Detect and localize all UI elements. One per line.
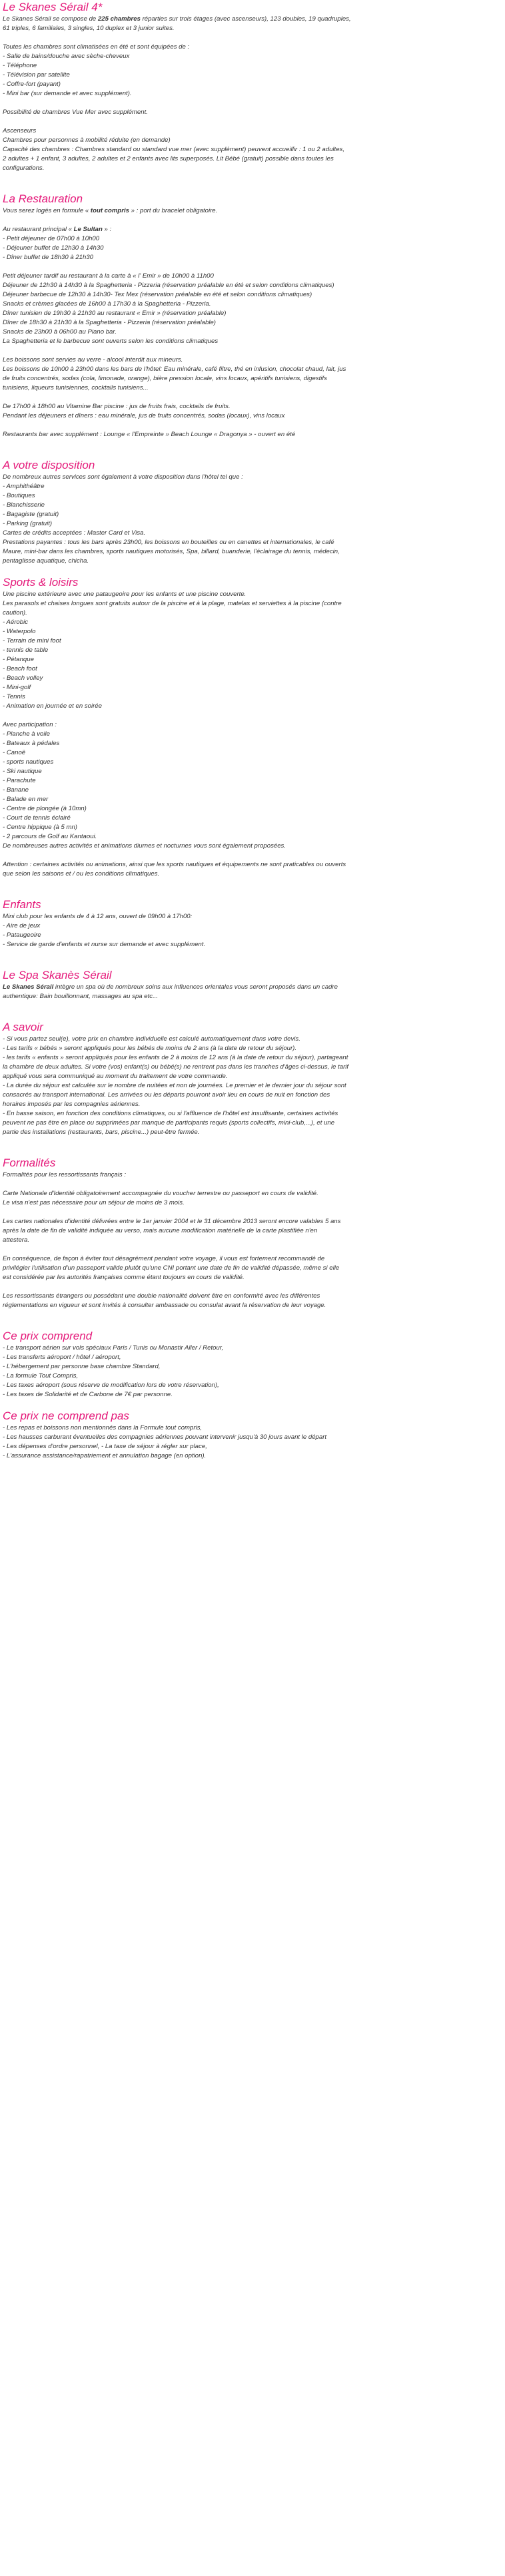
- text-line: - Mini bar (sur demande et avec supplément).: [3, 90, 132, 97]
- text-line: - Animation en journée et en soirée: [3, 702, 102, 710]
- spa-line: authentique: Bain bouillonnant, massages au spa etc...: [3, 993, 159, 1000]
- text-line: de fruits concentrés, sodas (cola, limonade, orange), bière pression locale, vins locaux, apéritifs tunisiens, digestifs: [3, 375, 327, 382]
- section-disposition: [3, 458, 497, 566]
- text-line: - Aire de jeux: [3, 922, 41, 929]
- savoir-title: A savoir: [3, 1021, 43, 1033]
- text-line: après la date de fin de validité indiquée au verso, mais aucune modification matérielle de la carte plastifiée n'en: [3, 1227, 318, 1234]
- text-line: Cartes de crédits acceptées : Master Card et Visa.: [3, 529, 146, 537]
- section-spa: [3, 968, 497, 1001]
- text-line: peuvent ne pas être en place ou supprimées par manque de participants requis (sports collectifs, mini-club,...), et une: [3, 1119, 335, 1127]
- free-activities-list: [3, 618, 497, 711]
- text-line: Déjeuner barbecue de 12h30 à 14h30- Tex Mex (réservation préalable en été et selon conditions climatiques): [3, 291, 312, 298]
- text-line: - Canoë: [3, 749, 26, 756]
- equipment-title: Toutes les chambres sont climatisées en été et sont équipées de :: [3, 43, 190, 51]
- text-line: Les boissons de 10h00 à 23h00 dans les bars de l'hôtel: Eau minérale, café filtre, thé en infusion, chocolat chaud, lait, jus: [3, 366, 346, 373]
- prix-ne-comprend-title: Ce prix ne comprend pas: [3, 1410, 129, 1422]
- text-line: - Banane: [3, 786, 29, 794]
- text-line: - L'assurance assistance/rapatriement et annulation bagage (en option).: [3, 1452, 207, 1459]
- formula-note: Vous serez logés en formule « tout compris » : port du bracelet obligatoire.: [3, 207, 218, 214]
- text-line: - sports nautiques: [3, 758, 54, 766]
- text-line: partie des installations (restaurants, bars, piscine...) peut-être fermée.: [3, 1129, 200, 1136]
- text-line: Déjeuner de 12h30 à 14h30 à la Spaghetteria - Pizzeria (réservation préalable en été et selon conditions climatiques): [3, 282, 334, 289]
- text-line: - Centre de plongée (à 10mn): [3, 805, 87, 812]
- text-line: - Bagagiste (gratuit): [3, 511, 59, 518]
- text-line: - Bateaux à pédales: [3, 740, 60, 747]
- formalites-p4: [3, 1254, 497, 1282]
- prix-ne-comprend-list: [3, 1423, 497, 1461]
- spa-line: Le Skanes Sérail intègre un spa où de nombreux soins aux influences orientales vous seront proposés dans un cadre: [3, 983, 338, 991]
- text-line: - Tennis: [3, 693, 25, 700]
- equipment-list: [3, 52, 497, 99]
- text-line: En conséquence, de façon à éviter tout désagrément pendant votre voyage, il vous est fortement recommandé de: [3, 1255, 325, 1262]
- text-line: - Pétanque: [3, 656, 34, 663]
- text-line: - Salle de bains/douche avec sèche-cheveux: [3, 53, 130, 60]
- text-line: - Beach volley: [3, 674, 43, 682]
- text-line: - Ski nautique: [3, 768, 42, 775]
- accessibility-list: [3, 127, 497, 173]
- text-line: Dîner tunisien de 19h30 à 21h30 au restaurant « Emir » (réservation préalable): [3, 310, 227, 317]
- text-line: - Les repas et boissons non mentionnés dans la Formule tout compris,: [3, 1424, 203, 1431]
- hotel-intro-line: 61 triples, 6 familiales, 3 singles, 10 duplex et 3 junior suites.: [3, 25, 175, 32]
- text-line: Le visa n'est pas nécessaire pour un séjour de moins de 3 mois.: [3, 1199, 185, 1206]
- text-line: appliqué vous sera communiqué au moment du traitement de votre commande.: [3, 1073, 228, 1080]
- main-restaurant-list: [3, 234, 497, 262]
- text-line: - Les tarifs « bébés » seront appliqués pour les bébés de moins de 2 ans (à la date de retour du séjour).: [3, 1045, 297, 1052]
- text-line: Carte Nationale d'Identité obligatoirement accompagnée du voucher terrestre ou passeport en cours de validité.: [3, 1190, 318, 1197]
- text-line: - Mini-golf: [3, 684, 31, 691]
- text-line: Les parasols et chaises longues sont gratuits autour de la piscine et à la plage, matelas et serviettes à la piscine (contre: [3, 600, 342, 607]
- hotel-intro-line: Le Skanes Sérail se compose de 225 chambres réparties sur trois étages (avec ascenseurs), 123 doubles, 19 quadruples,: [3, 15, 351, 23]
- text-line: - Pataugeoire: [3, 931, 41, 939]
- text-line: Les cartes nationales d'identité délivrées entre le 1er janvier 2004 et le 31 décembre 2013 seront encore valables 5 ans: [3, 1218, 341, 1225]
- text-line: - Terrain de mini foot: [3, 637, 61, 644]
- text-line: est considérée par les autorités françaises comme étant toujours en cours de validité.: [3, 1274, 245, 1281]
- text-line: - Beach foot: [3, 665, 37, 672]
- formalites-p3: [3, 1217, 497, 1245]
- formalites-intro: Formalités pour les ressortissants français :: [3, 1171, 127, 1178]
- text-line: attestera.: [3, 1236, 29, 1244]
- text-line: Chambres pour personnes à mobilité réduite (en demande): [3, 136, 171, 144]
- text-line: - Blanchisserie: [3, 501, 45, 509]
- text-line: privilégier l'utilisation d'un passeport valide plutôt qu'une CNI portant une date de fin de validité dépassée, même si elle: [3, 1264, 340, 1272]
- enfants-list: [3, 912, 497, 949]
- text-line: - Les transferts aéroport / hôtel / aéroport,: [3, 1354, 121, 1361]
- paid-activities-title: Avec participation :: [3, 721, 57, 728]
- text-line: - Court de tennis éclairé: [3, 814, 71, 822]
- section-sports: [3, 575, 497, 879]
- text-line: - Les taxes aéroport (sous réserve de modification lors de votre réservation),: [3, 1382, 219, 1389]
- text-line: que selon les saisons et / ou les conditions climatiques.: [3, 870, 160, 878]
- text-line: la chambre de deux adultes. Si votre (vos) enfant(s) ou bébé(s) ne rentrent pas dans les tranches d'âges ci-dessus, le tarif: [3, 1063, 349, 1071]
- text-line: - Service de garde d'enfants et nurse sur demande et avec supplément.: [3, 941, 206, 948]
- text-line: Capacité des chambres : Chambres standard ou standard vue mer (avec supplément) peuvent accueillir : 1 ou 2 adultes,: [3, 146, 345, 153]
- text-line: - Télévision par satellite: [3, 71, 70, 79]
- text-line: - Les hausses carburant éventuelles des compagnies aériennes pouvant intervenir jusqu'à 30 jours avant le départ: [3, 1433, 327, 1441]
- section-hotel: [3, 0, 497, 173]
- text-line: - Le transport aérien sur vols spéciaux Paris / Tunis ou Monastir Aller / Retour,: [3, 1344, 224, 1352]
- disposition-title: A votre disposition: [3, 459, 95, 471]
- formalites-p5: [3, 1292, 497, 1310]
- text-line: Dîner de 18h30 à 21h30 à la Spaghetteria - Pizzeria (réservation préalable): [3, 319, 216, 326]
- text-line: configurations.: [3, 164, 45, 172]
- other-restaurants-list: [3, 272, 497, 346]
- formalites-p2: [3, 1189, 497, 1208]
- main-restaurant-title: Au restaurant principal « Le Sultan » :: [3, 226, 112, 233]
- drinks-list: [3, 356, 497, 393]
- section-prix-comprend: [3, 1329, 497, 1400]
- text-line: - Si vous partez seul(e), votre prix en chambre individuelle est calculé automatiquement dans votre devis.: [3, 1035, 300, 1043]
- text-line: - Amphithéâtre: [3, 483, 45, 490]
- text-line: Prestations payantes : tous les bars après 23h00, les boissons en bouteilles ou en canettes et internationales, le café: [3, 539, 334, 546]
- section-savoir: [3, 1020, 497, 1137]
- text-line: tunisiens, liqueurs tunisiennes, cocktails tunisiens...: [3, 384, 149, 391]
- text-line: Les boissons sont servies au verre - alcool interdit aux mineurs.: [3, 356, 183, 364]
- extra-bars-note: Restaurants bar avec supplément : Lounge « l'Empreinte » Beach Lounge « Dragonya » - ouvert en été: [3, 431, 296, 438]
- text-line: - L'hébergement par personne base chambre Standard,: [3, 1363, 161, 1370]
- restauration-title: La Restauration: [3, 192, 83, 205]
- text-line: - Téléphone: [3, 62, 37, 69]
- text-line: horaires imposés par les compagnies aériennes.: [3, 1101, 141, 1108]
- sea-view-note: Possibilité de chambres Vue Mer avec supplément.: [3, 109, 148, 116]
- text-line: Snacks et crèmes glacées de 16h00 à 17h30 à la Spaghetteria - Pizzeria.: [3, 300, 211, 308]
- text-line: - En basse saison, en fonction des conditions climatiques, ou si l'affluence de l'hôtel est insuffisante, certaines activités: [3, 1110, 338, 1117]
- prix-comprend-title: Ce prix comprend: [3, 1330, 93, 1342]
- text-line: - Parking (gratuit): [3, 520, 53, 527]
- section-prix-ne-comprend: [3, 1409, 497, 1461]
- text-line: - Boutiques: [3, 492, 35, 499]
- section-enfants: [3, 898, 497, 949]
- text-line: - Balade en mer: [3, 796, 49, 803]
- text-line: - les tarifs « enfants » seront appliqués pour les enfants de 2 à moins de 12 ans (à la date de retour du séjour), partageant: [3, 1054, 348, 1061]
- sports-intro: [3, 590, 497, 618]
- text-line: - Aérobic: [3, 619, 29, 626]
- text-line: - Planche à voile: [3, 730, 50, 738]
- section-formalites: [3, 1156, 497, 1310]
- text-line: Mini club pour les enfants de 4 à 12 ans, ouvert de 09h00 à 17h00:: [3, 913, 193, 920]
- text-line: - Petit déjeuner de 07h00 à 10h00: [3, 235, 100, 242]
- text-line: Petit déjeuner tardif au restaurant à la carte à « l' Emir » de 10h00 à 11h00: [3, 272, 214, 280]
- text-line: De 17h00 à 18h00 au Vitamine Bar piscine : jus de fruits frais, cocktails de fruits.: [3, 403, 231, 410]
- text-line: La Spaghetteria et le barbecue sont ouverts selon les conditions climatiques: [3, 338, 219, 345]
- text-line: De nombreux autres services sont également à votre disposition dans l'hôtel tel que :: [3, 473, 243, 481]
- text-line: - La formule Tout Compris,: [3, 1372, 79, 1380]
- sports-title: Sports & loisirs: [3, 576, 79, 589]
- text-line: - tennis de table: [3, 646, 49, 654]
- attention-note: [3, 860, 497, 879]
- text-line: - Déjeuner buffet de 12h30 à 14h30: [3, 244, 104, 252]
- text-line: - 2 parcours de Golf au Kantaoui.: [3, 833, 97, 840]
- hotel-title: Le Skanes Sérail 4*: [3, 1, 103, 13]
- savoir-list: [3, 1035, 497, 1137]
- text-line: Ascenseurs: [3, 127, 37, 134]
- text-line: caution).: [3, 609, 27, 617]
- prix-comprend-list: [3, 1344, 497, 1400]
- text-line: - Dîner buffet de 18h30 à 21h30: [3, 254, 94, 261]
- spa-title: Le Spa Skanès Sérail: [3, 969, 112, 981]
- text-line: Attention : certaines activités ou animations, ainsi que les sports nautiques et équipements ne sont praticables ou ouverts: [3, 861, 346, 868]
- text-line: 2 adultes + 1 enfant, 3 adultes, 2 adultes et 2 enfants avec lits superposés. Lit Bébé (gratuit) possible dans toutes les: [3, 155, 334, 162]
- text-line: - Les taxes de Solidarité et de Carbone de 7€ par personne.: [3, 1391, 173, 1398]
- disposition-list: [3, 473, 497, 566]
- text-line: - La durée du séjour est calculée sur le nombre de nuitées et non de journées. Le premier et le dernier jour du séjour sont: [3, 1082, 346, 1089]
- text-line: - Centre hippique (à 5 mn): [3, 824, 77, 831]
- text-line: - Les dépenses d'ordre personnel, - La taxe de séjour à régler sur place,: [3, 1443, 207, 1450]
- text-line: réglementations en vigueur et sont invités à consulter ambassade ou consulat avant la réservation de leur voyage.: [3, 1302, 326, 1309]
- section-restauration: [3, 192, 497, 439]
- text-line: Maure, mini-bar dans les chambres, sports nautiques motorisés, Spa, billard, buanderie, l'éclairage du tennis, médecin,: [3, 548, 340, 555]
- text-line: - Parachute: [3, 777, 36, 784]
- text-line: consacrés au transport international. Les arrivées ou les départs pourront avoir lieu en cours de nuit en fonction des: [3, 1091, 330, 1099]
- enfants-title: Enfants: [3, 898, 41, 911]
- text-line: De nombreuses autres activités et animations diurnes et nocturnes vous sont également proposées.: [3, 842, 286, 850]
- text-line: Une piscine extérieure avec une pataugeoire pour les enfants et une piscine couverte.: [3, 591, 247, 598]
- text-line: pentaglisse aquatique, chicha.: [3, 557, 89, 565]
- text-line: Pendant les déjeuners et dîners : eau minérale, jus de fruits concentrés, sodas (locaux), vins locaux: [3, 412, 285, 419]
- formalites-title: Formalités: [3, 1157, 56, 1169]
- text-line: - Waterpolo: [3, 628, 36, 635]
- text-line: - Coffre-fort (payant): [3, 81, 61, 88]
- vitamin-bar-list: [3, 402, 497, 421]
- paid-activities-list: [3, 730, 497, 851]
- text-line: Snacks de 23h00 à 06h00 au Piano bar.: [3, 328, 117, 336]
- text-line: Les ressortissants étrangers ou possédant une double nationalité doivent être en conformité avec les différentes: [3, 1292, 320, 1300]
